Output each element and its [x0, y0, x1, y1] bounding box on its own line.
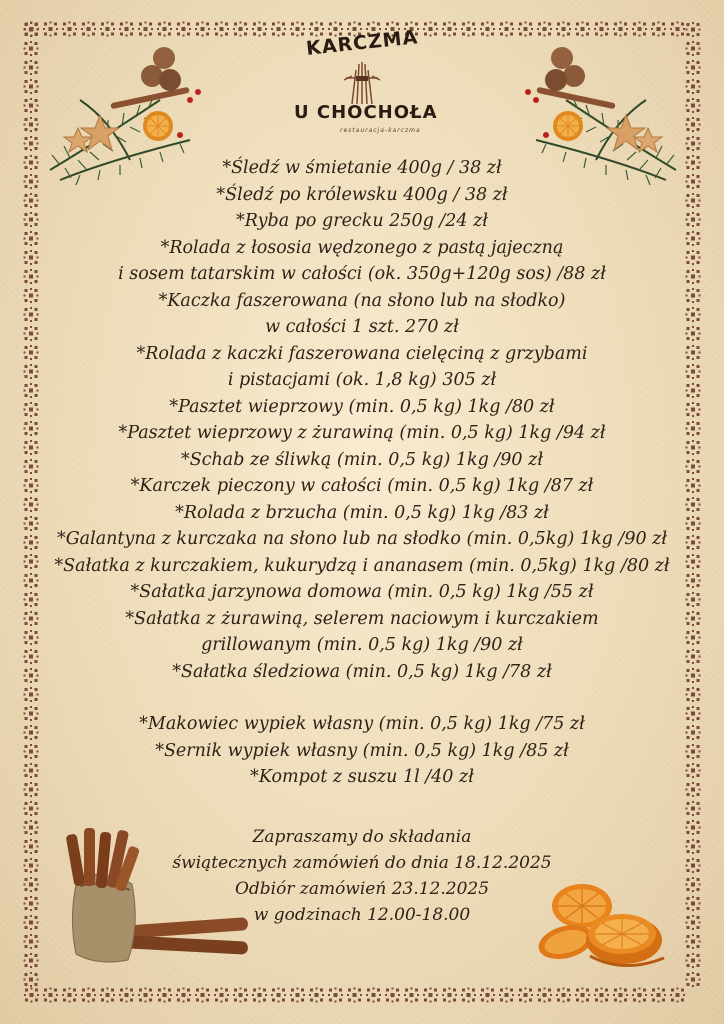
menu-item: *Karczek pieczony w całości (min. 0,5 kg) 1kg /87 zł: [130, 476, 594, 496]
restaurant-logo: [262, 24, 462, 142]
menu-item: *Rolada z kaczki faszerowana cielęciną z grzybami: [136, 343, 588, 364]
order-info-line: Odbiór zamówień 23.12.2025: [234, 879, 490, 899]
left-border-pattern: [22, 20, 40, 1004]
right-border-pattern: [684, 20, 702, 1004]
menu-list: [40, 155, 684, 791]
menu-item: *Galantyna z kurczaka na słono lub na słodko (min. 0,5kg) 1kg /90 zł: [56, 529, 668, 549]
order-info-line: świątecznych zamówień do dnia 18.12.2025: [172, 853, 552, 873]
menu-item: *Śledź w śmietanie 400g / 38 zł: [222, 158, 502, 178]
menu-item: *Sałatka z żurawiną, selerem naciowym i kurczakiem: [125, 608, 599, 629]
menu-item: *Sałatka z kurczakiem, kukurydzą i ananasem (min. 0,5kg) 1kg /80 zł: [54, 555, 670, 576]
menu-item: *Schab ze śliwką (min. 0,5 kg) 1kg /90 zł: [180, 449, 544, 470]
menu-item: i pistacjami (ok. 1,8 kg) 305 zł: [227, 370, 497, 390]
dessert-item: *Kompot z suszu 1l /40 zł: [250, 767, 474, 787]
cinnamon-sack-decoration: [58, 826, 253, 976]
menu-item: *Kaczka faszerowana (na słono lub na słodko): [158, 290, 566, 311]
menu-item: grillowanym (min. 0,5 kg) 1kg /90 zł: [201, 635, 523, 655]
logo-bottom-word: U CHOCHOŁA: [294, 102, 438, 123]
dessert-item: *Makowiec wypiek własny (min. 0,5 kg) 1kg /75 zł: [139, 714, 585, 734]
order-info-line: w godzinach 12.00-18.00: [253, 905, 471, 925]
logo-top-word: KARCZMA: [305, 26, 420, 60]
section-spacer: [40, 685, 684, 711]
menu-item: *Sałatka śledziowa (min. 0,5 kg) 1kg /78 zł: [172, 661, 552, 682]
order-info-line: Zapraszamy do składania: [252, 827, 472, 847]
bottom-border-pattern: [22, 986, 702, 1004]
menu-item: w całości 1 szt. 270 zł: [265, 317, 459, 337]
menu-item: i sosem tatarskim w całości (ok. 350g+120g sos) /88 zł: [118, 264, 606, 284]
menu-item: *Sałatka jarzynowa domowa (min. 0,5 kg) 1kg /55 zł: [130, 582, 594, 602]
menu-item: *Rolada z łososia wędzonego z pastą jajeczną: [160, 237, 564, 258]
menu-item: *Rolada z brzucha (min. 0,5 kg) 1kg /83 zł: [175, 502, 549, 523]
logo-subtitle: restauracja-karczma: [340, 127, 421, 134]
menu-item: *Ryba po grecku 250g /24 zł: [236, 211, 488, 231]
menu-item: *Śledź po królewsku 400g / 38 zł: [216, 184, 508, 205]
menu-item: *Pasztet wieprzowy (min. 0,5 kg) 1kg /80 zł: [169, 396, 555, 417]
straw-figure-logo-icon: [342, 60, 382, 106]
dried-orange-decoration: [534, 878, 674, 976]
dessert-item: *Sernik wypiek własny (min. 0,5 kg) 1kg /85 zł: [155, 740, 569, 761]
menu-item: *Pasztet wieprzowy z żurawiną (min. 0,5 kg) 1kg /94 zł: [118, 423, 606, 443]
